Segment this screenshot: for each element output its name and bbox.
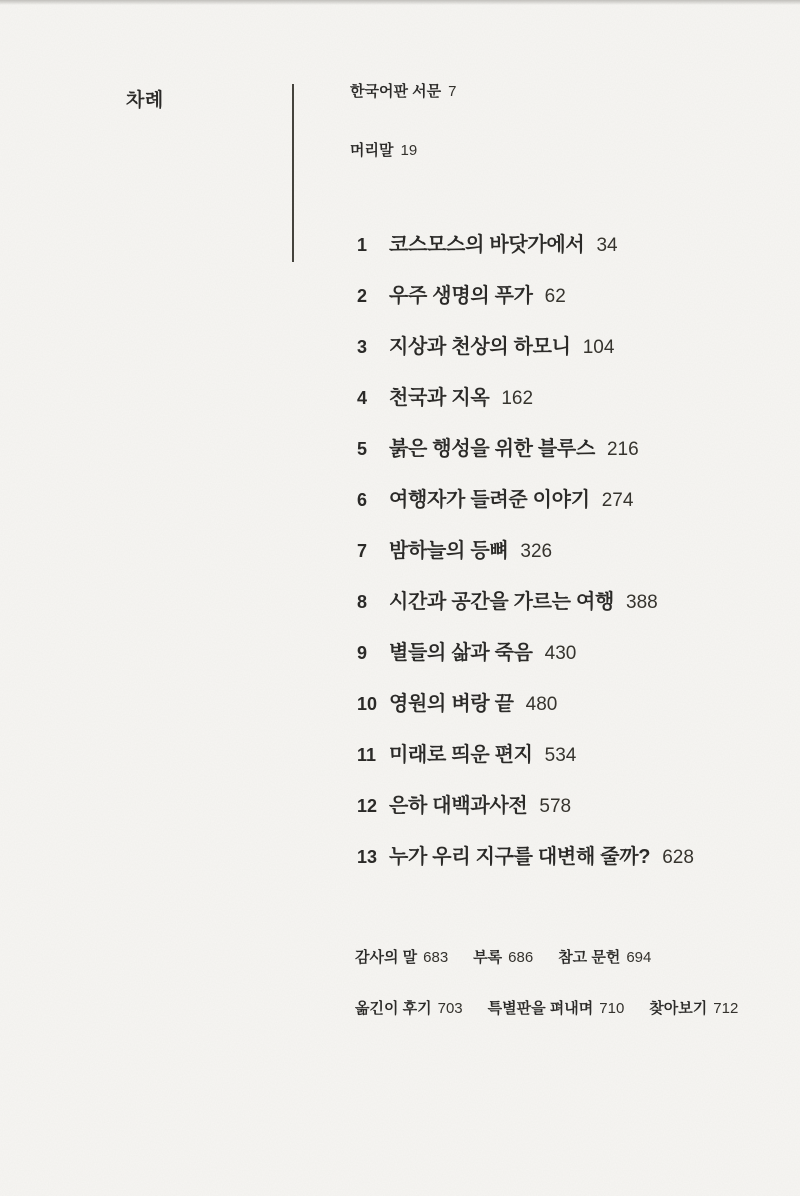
chapter-page: 62 — [544, 286, 566, 307]
chapter-row — [357, 279, 694, 307]
front-matter-label: 한국어판 서문 — [350, 83, 442, 100]
back-matter-page: 686 — [508, 949, 534, 966]
chapter-page: 162 — [501, 388, 534, 409]
chapter-list — [357, 228, 694, 891]
back-matter-label: 참고 문헌 — [558, 949, 621, 966]
chapter-row — [357, 585, 694, 613]
back-matter-label: 부록 — [473, 949, 503, 966]
chapter-number: 11 — [357, 745, 377, 765]
chapter-title: 별들의 삶과 죽음 — [389, 642, 533, 664]
chapter-number: 13 — [357, 847, 378, 867]
chapter-number: 3 — [357, 337, 368, 357]
back-matter-row — [355, 946, 651, 967]
toc-heading: 차례 — [126, 90, 164, 111]
chapter-page: 34 — [596, 235, 618, 256]
chapter-page: 628 — [662, 847, 694, 868]
chapter-page: 578 — [539, 796, 572, 817]
front-matter-item — [350, 139, 417, 160]
chapter-row — [357, 840, 694, 868]
front-matter-page: 7 — [448, 83, 457, 100]
chapter-page: 326 — [520, 541, 553, 562]
back-matter-page: 712 — [713, 1000, 739, 1017]
back-matter-item — [473, 946, 533, 967]
back-matter-item — [649, 997, 738, 1018]
chapter-row — [357, 432, 694, 460]
chapter-number: 1 — [357, 235, 368, 255]
back-matter-page: 694 — [626, 949, 652, 966]
chapter-row — [357, 789, 694, 817]
chapter-number: 4 — [357, 388, 368, 408]
column-divider-line — [292, 84, 294, 262]
back-matter-row — [355, 997, 738, 1018]
back-matter-label: 특별판을 펴내며 — [487, 1000, 594, 1017]
chapter-title: 지상과 천상의 하모니 — [389, 336, 571, 358]
chapter-row — [357, 483, 694, 511]
chapter-number: 6 — [357, 490, 368, 510]
chapter-title: 미래로 띄운 편지 — [389, 744, 533, 766]
back-matter-item — [488, 997, 625, 1018]
back-matter-item — [355, 946, 448, 967]
back-matter-item — [355, 997, 463, 1018]
chapter-title: 천국과 지옥 — [389, 387, 490, 409]
chapter-title: 코스모스의 바닷가에서 — [389, 234, 585, 256]
chapter-page: 388 — [626, 592, 658, 613]
chapter-row — [357, 330, 694, 358]
scan-top-edge-shadow — [0, 0, 800, 5]
chapter-title: 밤하늘의 등뼈 — [389, 540, 509, 562]
back-matter-label: 옮긴이 후기 — [355, 1000, 432, 1017]
chapter-row — [357, 381, 694, 409]
chapter-row — [357, 636, 694, 664]
chapter-number: 2 — [357, 286, 368, 306]
back-matter-page: 703 — [437, 1000, 463, 1017]
back-matter-item — [558, 946, 651, 967]
chapter-number: 5 — [357, 439, 368, 459]
chapter-row — [357, 738, 694, 766]
chapter-row — [357, 687, 694, 715]
chapter-title: 시간과 공간을 가르는 여행 — [389, 591, 614, 613]
back-matter-page: 683 — [423, 949, 449, 966]
chapter-title: 은하 대백과사전 — [389, 795, 528, 817]
chapter-title: 여행자가 들려준 이야기 — [389, 489, 590, 511]
chapter-page: 274 — [601, 490, 634, 511]
front-matter-item — [350, 80, 456, 101]
chapter-row — [357, 534, 694, 562]
back-matter-label: 감사의 말 — [355, 949, 418, 966]
chapter-page: 534 — [544, 745, 577, 766]
chapter-page: 480 — [525, 694, 558, 715]
chapter-page: 216 — [606, 439, 639, 460]
back-matter-page: 710 — [599, 1000, 625, 1017]
chapter-title: 누가 우리 지구를 대변해 줄까? — [389, 846, 651, 868]
chapter-number: 8 — [357, 592, 368, 612]
chapter-title: 영원의 벼랑 끝 — [389, 693, 514, 715]
chapter-number: 7 — [357, 541, 368, 561]
chapter-title: 우주 생명의 푸가 — [389, 285, 533, 307]
chapter-number: 12 — [357, 796, 378, 816]
chapter-row — [357, 228, 694, 256]
chapter-page: 430 — [544, 643, 577, 664]
chapter-page: 104 — [582, 337, 615, 358]
chapter-title: 붉은 행성을 위한 블루스 — [389, 438, 595, 460]
front-matter-label: 머리말 — [350, 142, 394, 159]
chapter-number: 10 — [357, 694, 378, 714]
back-matter-label: 찾아보기 — [649, 1000, 708, 1017]
chapter-number: 9 — [357, 643, 368, 663]
front-matter-page: 19 — [400, 142, 418, 159]
